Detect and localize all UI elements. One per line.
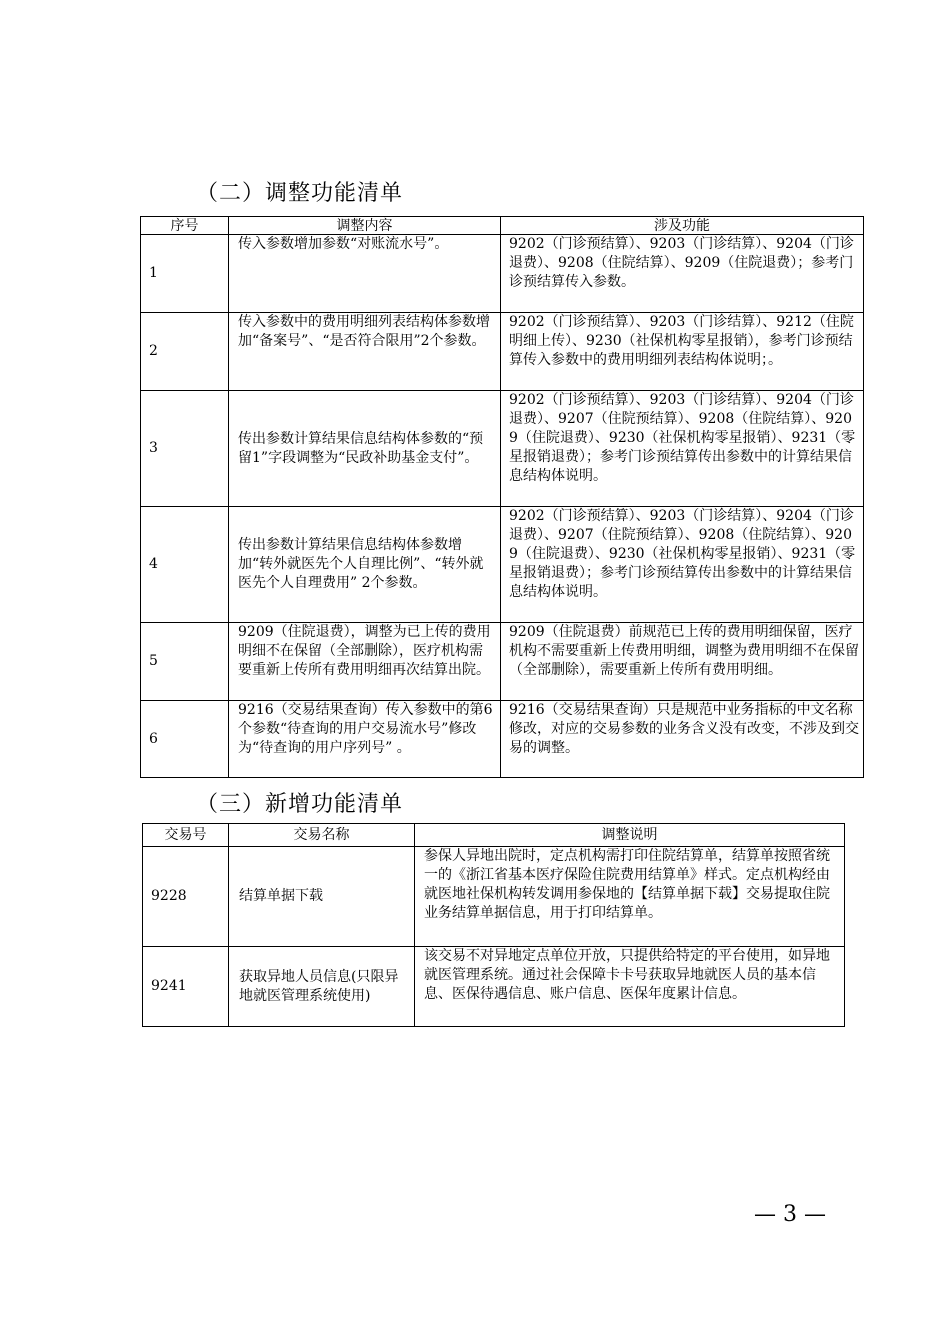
adjustment-content: 传入参数中的费用明细列表结构体参数增加“备案号”、“是否符合限用”2个参数。 [229,313,501,391]
row-number: 3 [141,391,229,507]
transaction-description: 参保人异地出院时，定点机构需打印住院结算单，结算单按照省统一的《浙江省基本医疗保险住院费用结算单》样式。定点机构经由就医地社保机构转发调用参保地的【结算单据下载】交易提取住院业务结算单据信息，用于打印结算单。 [415,847,845,947]
row-number: 5 [141,623,229,701]
adjustment-content: 传出参数计算结果信息结构体参数增加“转外就医先个人自理比例”、“转外就医先个人自理费用” 2个参数。 [229,507,501,623]
transaction-name: 获取异地人员信息(只限异地就医管理系统使用) [229,947,415,1027]
section-title-new-functions: （三）新增功能清单 [196,792,404,817]
table-row [143,947,845,1027]
table-row [141,391,864,507]
row-number: 6 [141,701,229,778]
table-row [141,701,864,778]
related-functions: 9202（门诊预结算）、9203（门诊结算）、9204（门诊退费）、9208（住院结算）、9209（住院退费）；参考门诊预结算传入参数。 [501,235,864,313]
adjusted-functions-table [140,216,864,778]
page-number: — 3 — [754,1202,826,1227]
column-header-transaction-no: 交易号 [143,824,229,847]
column-header-description: 调整说明 [415,824,845,847]
related-functions: 9202（门诊预结算）、9203（门诊结算）、9204（门诊退费）、9207（住院预结算）、9208（住院结算）、9209（住院退费）、9230（社保机构零星报销）、9231（零星报销退费）；参考门诊预结算传出参数中的计算结果信息结构体说明。 [501,391,864,507]
table-header-row [141,217,864,235]
column-header-content: 调整内容 [229,217,501,235]
section-title-adjusted-functions: （二）调整功能清单 [196,181,404,206]
row-number: 4 [141,507,229,623]
transaction-number: 9228 [143,847,229,947]
related-functions: 9202（门诊预结算）、9203（门诊结算）、9212（住院明细上传）、9230（社保机构零星报销），参考门诊预结算传入参数中的费用明细列表结构体说明；。 [501,313,864,391]
table-header-row [143,824,845,847]
column-header-no: 序号 [141,217,229,235]
table-row [141,623,864,701]
new-functions-table [142,823,845,1027]
adjustment-content: 传入参数增加参数“对账流水号”。 [229,235,501,313]
transaction-description: 该交易不对异地定点单位开放，只提供给特定的平台使用，如异地就医管理系统。通过社会保障卡卡号获取异地就医人员的基本信息、医保待遇信息、账户信息、医保年度累计信息。 [415,947,845,1027]
related-functions: 9209（住院退费）前规范已上传的费用明细保留，医疗机构不需要重新上传费用明细，调整为费用明细不在保留（全部删除），需要重新上传所有费用明细。 [501,623,864,701]
adjustment-content: 9209（住院退费），调整为已上传的费用明细不在保留（全部删除），医疗机构需要重新上传所有费用明细再次结算出院。 [229,623,501,701]
table-row [141,313,864,391]
transaction-number: 9241 [143,947,229,1027]
adjustment-content: 传出参数计算结果信息结构体参数的“预留1”字段调整为“民政补助基金支付”。 [229,391,501,507]
column-header-functions: 涉及功能 [501,217,864,235]
adjustment-content: 9216（交易结果查询）传入参数中的第6个参数“待查询的用户交易流水号”修改为“待查询的用户序列号” 。 [229,701,501,778]
row-number: 2 [141,313,229,391]
table-row [141,235,864,313]
related-functions: 9216（交易结果查询）只是规范中业务指标的中文名称修改，对应的交易参数的业务含义没有改变，不涉及到交易的调整。 [501,701,864,778]
row-number: 1 [141,235,229,313]
column-header-transaction-name: 交易名称 [229,824,415,847]
table-row [141,507,864,623]
transaction-name: 结算单据下载 [229,847,415,947]
table-row [143,847,845,947]
related-functions: 9202（门诊预结算）、9203（门诊结算）、9204（门诊退费）、9207（住院预结算）、9208（住院结算）、9209（住院退费）、9230（社保机构零星报销）、9231（零星报销退费）；参考门诊预结算传出参数中的计算结果信息结构体说明。 [501,507,864,623]
